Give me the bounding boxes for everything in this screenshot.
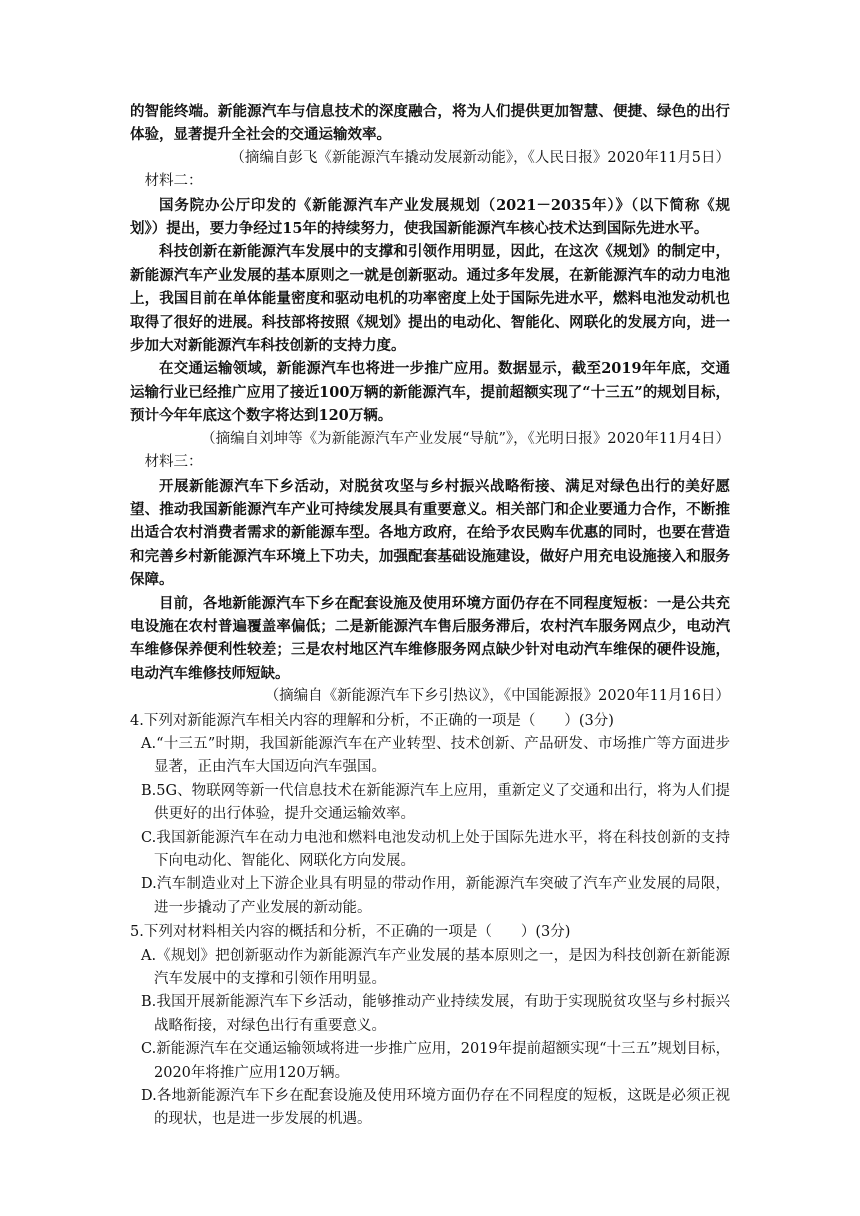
- question-5-option-a: A.《规划》把创新驱动作为新能源汽车产业发展的基本原则之一，是因为科技创新在新能源汽车发展中的支撑和引领作用明显。: [141, 947, 730, 988]
- question-4-option-a: A.“十三五”时期，我国新能源汽车在产业转型、技术创新、产品研发、市场推广等方面进步显著，正由汽车大国迈向汽车强国。: [141, 735, 730, 776]
- page-content: [130, 100, 730, 1132]
- question-4-option-b: B.5G、物联网等新一代信息技术在新能源汽车上应用，重新定义了交通和出行，将为人们提供更好的出行体验，提升交通运输效率。: [141, 782, 730, 823]
- question-4-option-d: D.汽车制造业对上下游企业具有明显的带动作用，新能源汽车突破了汽车产业发展的局限，进一步撬动了产业发展的新动能。: [141, 876, 730, 916]
- question-5-option-c: C.新能源汽车在交通运输领域将进一步推广应用，2019年提前超额实现“十三五”规划目标，2020年将推广应用120万辆。: [141, 1041, 730, 1081]
- material-2-paragraph-1: 国务院办公厅印发的《新能源汽车产业发展规划（2021－2035年）》（以下简称《规划》）提出，要力争经过15年的持续努力，使我国新能源汽车核心技术达到国际先进水平。: [130, 196, 730, 238]
- material-3-paragraph-1: 开展新能源汽车下乡活动，对脱贫攻坚与乡村振兴战略衔接、满足对绿色出行的美好愿望、推动我国新能源汽车产业可持续发展具有重要意义。相关部门和企业要通力合作，不断推出适合农村消费者需求的新能源车型。各地方政府，在给予农民购车优惠的同时，也要在营造和完善乡村新能源汽车环境上下功夫，加强配套基础设施建设，做好户用充电设施接入和服务保障。: [130, 477, 730, 589]
- question-5-option-b: B.我国开展新能源汽车下乡活动，能够推动产业持续发展，有助于实现脱贫攻坚与乡村振兴战略衔接，对绿色出行有重要意义。: [141, 994, 730, 1034]
- material-3-label: 材料三：: [144, 454, 203, 471]
- material-2-paragraph-3: 在交通运输领域，新能源汽车也将进一步推广应用。数据显示，截至2019年年底，交通运输行业已经推广应用了接近100万辆的新能源汽车，提前超额实现了“十三五”的规划目标，预计今年年底这个数字将达到120万辆。: [130, 360, 730, 425]
- question-4-stem: 4.下列对新能源汽车相关内容的理解和分析，不正确的一项是（ ）(3分): [130, 712, 614, 729]
- source-citation-1: （摘编自彭飞《新能源汽车撬动发展新动能》，《人民日报》2020年11月5日）: [230, 149, 730, 166]
- material-2-paragraph-2: 科技创新在新能源汽车发展中的支撑和引领作用明显，因此，在这次《规划》的制定中，新能源汽车产业发展的基本原则之一就是创新驱动。通过多年发展，在新能源汽车的动力电池上，我国目前在单体能量密度和驱动电机的功率密度上处于国际先进水平，燃料电池发动机也取得了很好的进展。科技部将按照《规划》提出的电动化、智能化、网联化的发展方向，进一步加大对新能源汽车科技创新的支持力度。: [130, 243, 730, 355]
- passage-continuation: 的智能终端。新能源汽车与信息技术的深度融合，将为人们提供更加智慧、便捷、绿色的出行体验，显著提升全社会的交通运输效率。: [130, 103, 730, 144]
- question-5-stem: 5.下列对材料相关内容的概括和分析，不正确的一项是（ ）(3分): [130, 924, 571, 941]
- source-citation-3: （摘编自《新能源汽车下乡引热议》，《中国能源报》2020年11月16日）: [264, 688, 730, 705]
- material-2-label: 材料二：: [144, 173, 203, 190]
- question-4-option-c: C.我国新能源汽车在动力电池和燃料电池发动机上处于国际先进水平，将在科技创新的支持下向电动化、智能化、网联化方向发展。: [141, 829, 730, 869]
- source-citation-2: （摘编自刘坤等《为新能源汽车产业发展“导航”》，《光明日报》2020年11月4日）: [201, 430, 730, 447]
- material-3-paragraph-2: 目前，各地新能源汽车下乡在配套设施及使用环境方面仍存在不同程度短板：一是公共充电设施在农村普遍覆盖率偏低；二是新能源汽车售后服务滞后，农村汽车服务网点少，电动汽车维修保养便利性较差；三是农村地区汽车维修服务网点缺少针对电动汽车维保的硬件设施，电动汽车维修技师短缺。: [130, 594, 730, 682]
- question-5-option-d: D.各地新能源汽车下乡在配套设施及使用环境方面仍存在不同程度的短板，这既是必须正视的现状，也是进一步发展的机遇。: [141, 1088, 730, 1128]
